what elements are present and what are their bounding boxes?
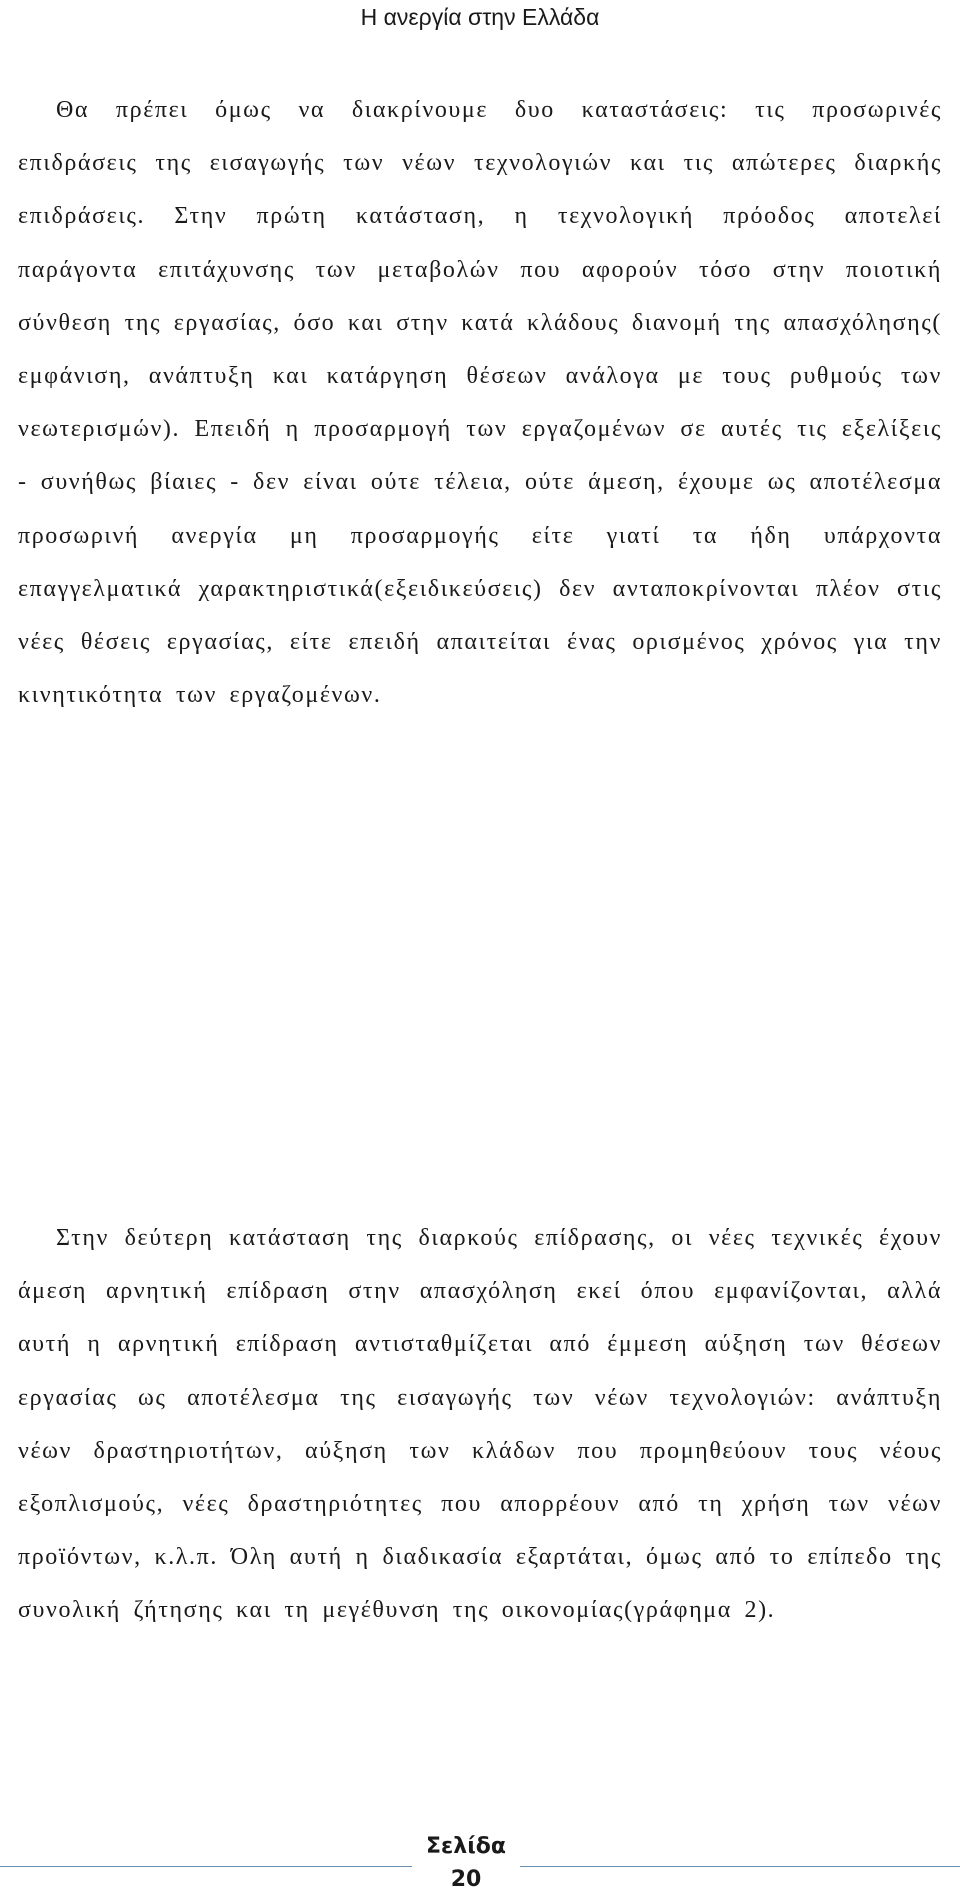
footer-rule-left <box>0 1866 412 1867</box>
footer-rule-right <box>520 1866 960 1867</box>
running-header-title: Η ανεργία στην Ελλάδα <box>360 4 600 30</box>
body-paragraph-1: Θα πρέπει όμως να διακρίνουμε δυο καταστάσεις: τις προσωρινές επιδράσεις της εισαγωγής των νέων τεχνολογιών και τις απώτερες διαρκής επιδράσεις. Στην πρώτη κατάσταση, η τεχνολογική πρόοδος αποτελεί παράγοντα επιτάχυνσης των μεταβολών που αφορούν τόσο στην ποιοτική σύνθεση της εργασίας, όσο και στην κατά κλάδους διανομή της απασχόλησης( εμφάνιση, ανάπτυξη και κατάργηση θέσεων ανάλογα με τους ρυθμούς των νεωτερισμών). Επειδή η προσαρμογή των εργαζομένων σε αυτές τις εξελίξεις - συνήθως βίαιες - δεν είναι ούτε τέλεια, ούτε άμεση, έχουμε ως αποτέλεσμα προσωρινή ανεργία μη προσαρμογής είτε γιατί τα ήδη υπάρχοντα επαγγελματικά χαρακτηριστικά(εξειδικεύσεις) δεν ανταποκρίνονται πλέον στις νέες θέσεις εργασίας, είτε επειδή απαιτείται ένας ορισμένος χρόνος για την κινητικότητα των εργαζομένων. <box>18 97 942 709</box>
page-label: Σελίδα <box>426 1834 506 1859</box>
page-number-block <box>412 1830 520 1896</box>
body-paragraph-2: Στην δεύτερη κατάσταση της διαρκούς επίδρασης, οι νέες τεχνικές έχουν άμεση αρνητική επίδραση στην απασχόληση εκεί όπου εμφανίζονται, αλλά αυτή η αρνητική επίδραση αντισταθμίζεται από έμμεση αύξηση των θέσεων εργασίας ως αποτέλεσμα της εισαγωγής των νέων τεχνολογιών: ανάπτυξη νέων δραστηριοτήτων, αύξηση των κλάδων που προμηθεύουν τους νέους εξοπλισμούς, νέες δραστηριότητες που απορρέουν από τη χρήση των νέων προϊόντων, κ.λ.π. Όλη αυτή η διαδικασία εξαρτάται, όμως από το επίπεδο της συνολική ζήτησης και τη μεγέθυνση της οικονομίας(γράφημα 2). <box>18 1225 942 1624</box>
page-number: 20 <box>450 1867 482 1892</box>
